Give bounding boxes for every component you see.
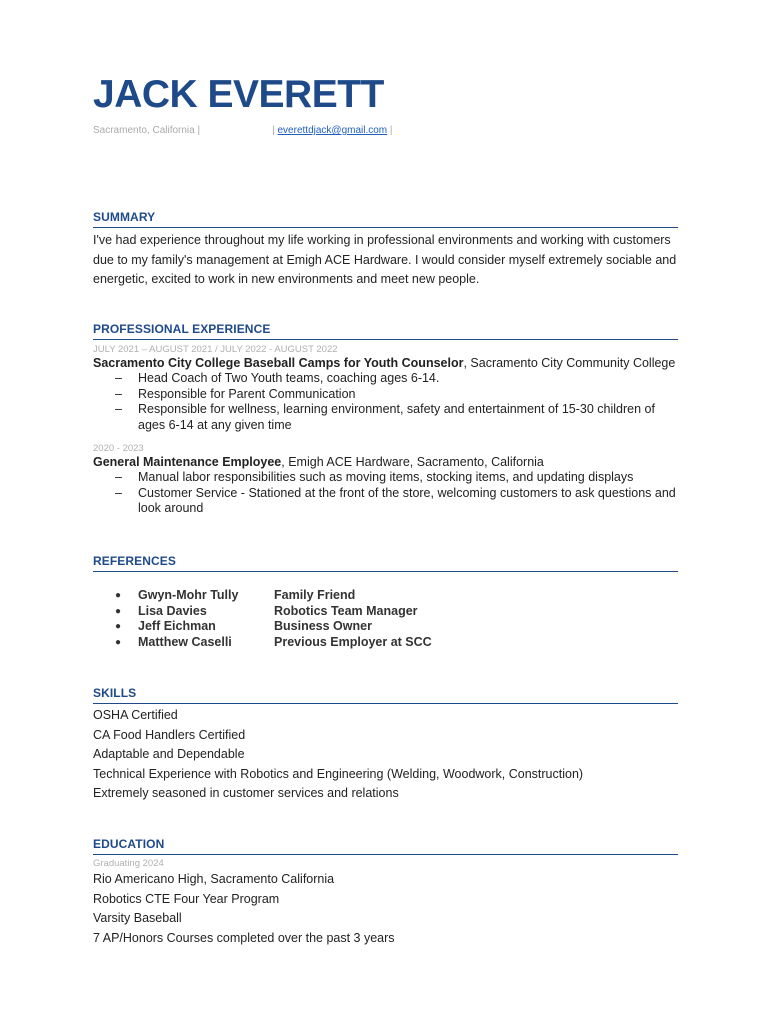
contact-separator: | <box>197 125 201 136</box>
reference-name: Jeff Eichman <box>138 619 216 633</box>
education-item: Varsity Baseball <box>93 911 182 925</box>
education-item: 7 AP/Honors Courses completed over the past 3 years <box>93 930 395 945</box>
reference-row <box>115 619 678 635</box>
job-entry <box>93 443 678 517</box>
job-org: , Sacramento City Community College <box>463 356 676 370</box>
job-dates: JULY 2021 – AUGUST 2021 / JULY 2022 - AUGUST 2022 <box>93 344 338 355</box>
contact-separator: | <box>272 125 275 136</box>
education-item: Robotics CTE Four Year Program <box>93 891 280 906</box>
skill-item: Technical Experience with Robotics and Engineering (Welding, Woodwork, Construction) <box>93 766 584 781</box>
education-section <box>93 837 678 948</box>
reference-relation: Business Owner <box>274 619 372 633</box>
education-list <box>93 870 678 948</box>
contact-line <box>93 124 678 138</box>
references-heading: REFERENCES <box>93 554 678 572</box>
skills-heading: SKILLS <box>93 686 678 704</box>
reference-name: Matthew Caselli <box>138 634 232 649</box>
reference-row <box>115 588 678 604</box>
job-title-line <box>93 356 678 371</box>
bullet-icon: ● <box>115 605 122 617</box>
reference-relation: Robotics Team Manager <box>274 603 418 618</box>
bullet-icon: ● <box>115 590 122 601</box>
job-bullet: – Head Coach of Two Youth teams, coaching ages 6-14. <box>115 371 678 387</box>
job-title: Sacramento City College Baseball Camps for Youth Counselor <box>93 356 464 370</box>
bullet-icon: ● <box>115 636 122 648</box>
references-list <box>93 588 678 650</box>
summary-text: I've had experience throughout my life working in professional environments and working with customers due to my family's management at Emigh ACE Hardware. I would consider myself extremely sociable and energetic, excited to work in new environments and meet new people. <box>93 233 677 286</box>
job-bullets <box>93 470 678 517</box>
skill-item: Adaptable and Dependable <box>93 747 245 761</box>
skills-section <box>93 686 678 804</box>
job-title-line <box>93 455 678 470</box>
skill-item: CA Food Handlers Certified <box>93 727 246 742</box>
job-title: General Maintenance Employee <box>93 455 282 469</box>
education-date: Graduating 2024 <box>93 858 164 869</box>
skill-item: Extremely seasoned in customer services and relations <box>93 786 399 800</box>
email-link[interactable]: everettdjack@gmail.com <box>277 125 388 136</box>
reference-relation: Family Friend <box>274 588 356 602</box>
job-bullet: – Customer Service - Stationed at the front of the store, welcoming customers to ask questions and look around <box>115 486 678 517</box>
summary-heading: SUMMARY <box>93 210 678 228</box>
job-bullet: – Manual labor responsibilities such as moving items, stocking items, and updating displays <box>115 470 678 486</box>
resume-content <box>93 72 678 945</box>
experience-section <box>93 322 678 517</box>
skill-item: OSHA Certified <box>93 708 178 722</box>
skills-list <box>93 706 678 804</box>
reference-row <box>115 604 678 620</box>
contact-separator: | <box>389 125 393 136</box>
job-bullets <box>93 371 678 433</box>
job-bullet: – Responsible for wellness, learning environment, safety and entertainment of 15-30 children of ages 6-14 at any given time <box>115 402 678 433</box>
job-org: , Emigh ACE Hardware, Sacramento, California <box>281 455 544 469</box>
summary-section <box>93 210 678 290</box>
bullet-icon: ● <box>115 621 122 632</box>
references-section <box>93 554 678 650</box>
location: Sacramento, California <box>93 125 195 136</box>
reference-row <box>115 635 678 651</box>
experience-heading: PROFESSIONAL EXPERIENCE <box>93 322 678 340</box>
job-bullet: – Responsible for Parent Communication <box>115 387 678 403</box>
reference-name: Lisa Davies <box>138 603 207 618</box>
education-heading: EDUCATION <box>93 837 678 855</box>
candidate-name: JACK EVERETT <box>93 73 384 116</box>
job-dates: 2020 - 2023 <box>93 443 144 454</box>
education-item: Rio Americano High, Sacramento California <box>93 872 335 886</box>
reference-relation: Previous Employer at SCC <box>274 634 432 649</box>
reference-name: Gwyn-Mohr Tully <box>138 588 239 602</box>
job-entry <box>93 344 678 433</box>
